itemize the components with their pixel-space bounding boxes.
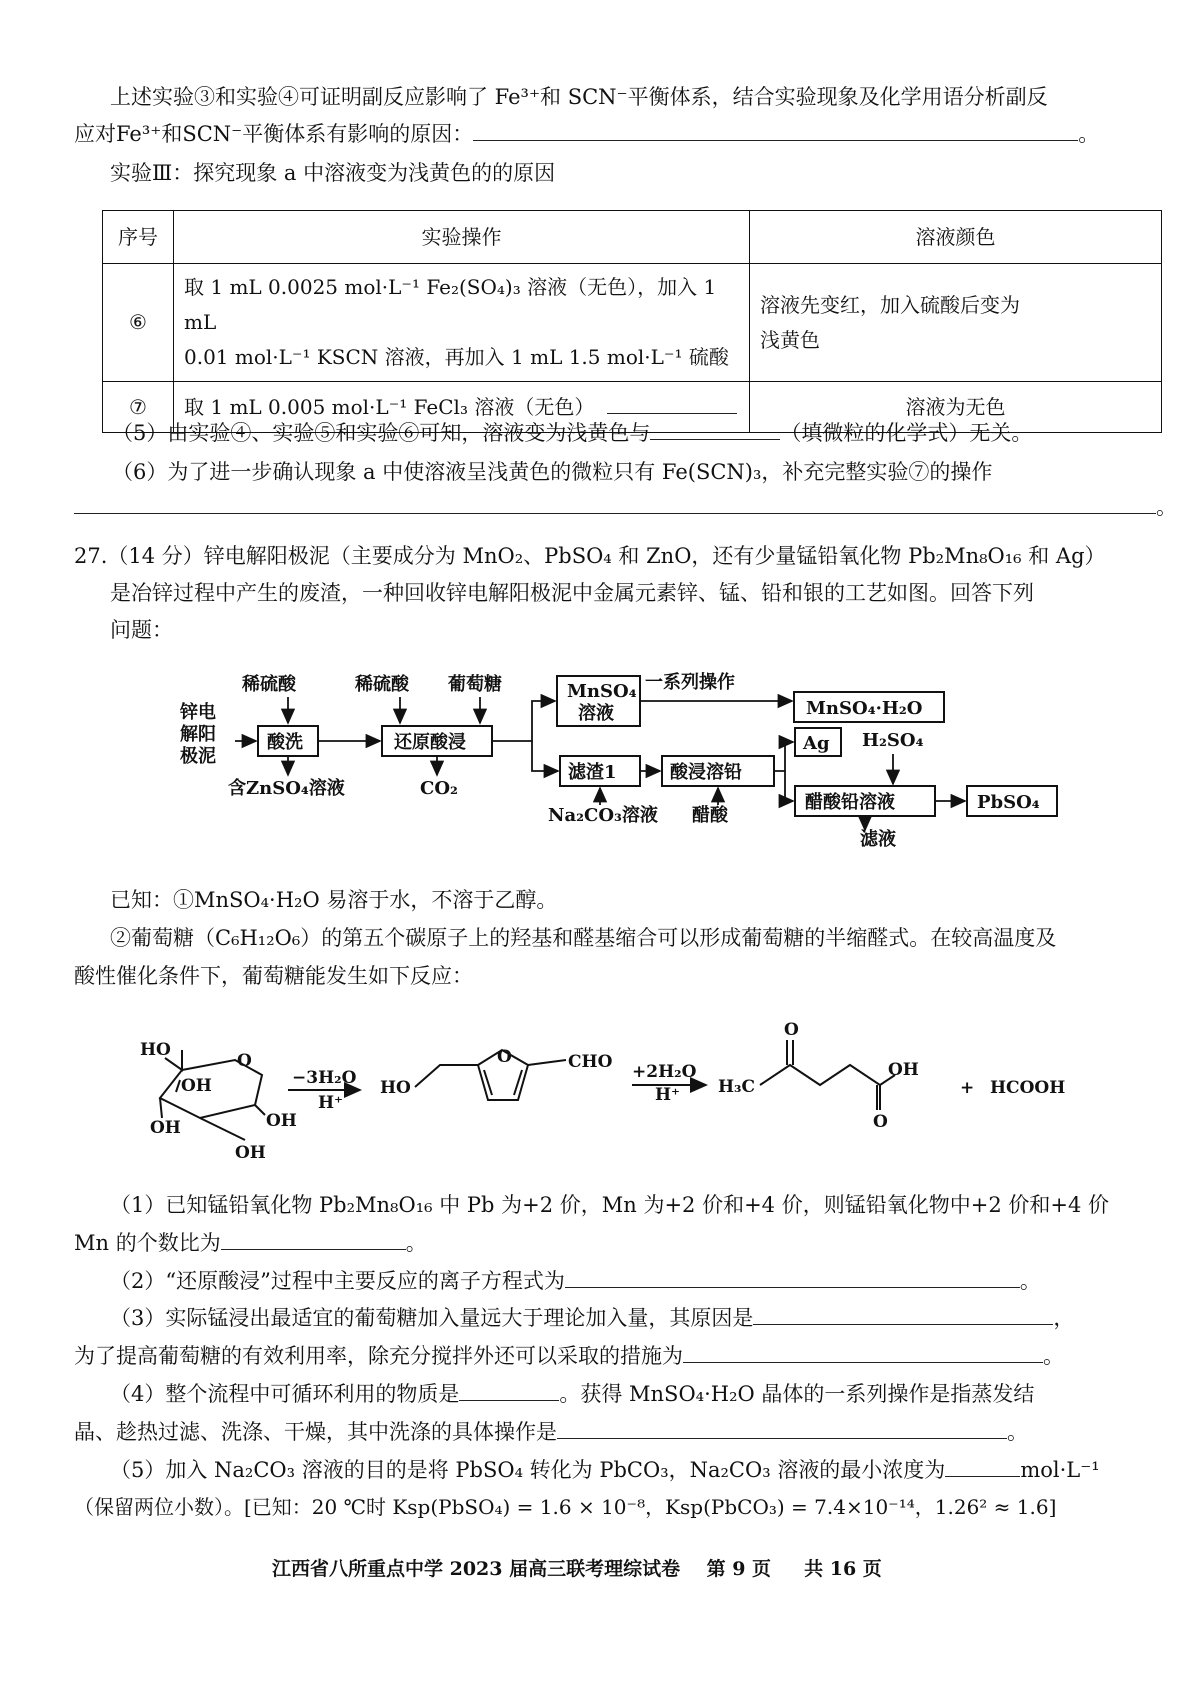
q2-text: （2）“还原酸浸”过程中主要反应的离子方程式为 — [110, 1269, 565, 1293]
q4-line-b — [74, 1419, 1028, 1446]
q27-line-1: 27.（14 分）锌电解阳极泥（主要成分为 MnO₂、PbSO₄ 和 ZnO，还有少量锰铅氧化物 Pb₂Mn₈O₁₆ 和 Ag） — [74, 544, 1106, 568]
q1-text: Mn 的个数比为 — [74, 1231, 221, 1255]
known-2b: 酸性催化条件下，葡萄糖能发生如下反应： — [74, 964, 473, 988]
condition-2-label: H⁺ — [655, 1085, 681, 1105]
cho-label: CHO — [568, 1052, 613, 1072]
condition-2-label: +2H₂O — [632, 1062, 697, 1082]
znso4-output-label: 含ZnSO₄溶液 — [228, 778, 345, 799]
pbso4-label: PbSO₄ — [977, 792, 1040, 813]
header-color: 溶液颜色 — [750, 211, 1162, 264]
oh-label: OH — [266, 1111, 297, 1131]
q1-line-b — [74, 1230, 427, 1257]
acid-wash-label: 酸洗 — [267, 732, 303, 753]
q5b-line-b: （保留两位小数）。[已知：20 ℃时 Ksp(PbSO₄) = 1.6 × 10⁻⁸，Ksp(PbCO₃) = 7.4×10⁻¹⁴，1.26² ≈ 1.6] — [74, 1495, 1057, 1519]
period: 。 — [1078, 122, 1100, 146]
furan-oxygen-label: O — [497, 1047, 512, 1067]
levulinic-acid-chain — [760, 1065, 880, 1110]
reductive-leach-label: 还原酸浸 — [394, 732, 466, 753]
row-op-line: 0.01 mol·L⁻¹ KSCN 溶液，再加入 1 mL 1.5 mol·L⁻¹ 硫酸 — [184, 345, 729, 369]
co2-label: CO₂ — [420, 778, 458, 799]
answer-blank-q4b[interactable] — [557, 1420, 1007, 1439]
feed-label: 极泥 — [180, 746, 216, 767]
comma: ， — [1053, 1306, 1075, 1330]
feed-label: 解阳 — [180, 724, 216, 745]
answer-blank-q3a[interactable] — [753, 1306, 1053, 1325]
exp3-title: 实验Ⅲ：探究现象 a 中溶液变为浅黄色的的原因 — [110, 161, 556, 185]
known-2a: ②葡萄糖（C₆H₁₂O₆）的第五个碳原子上的羟基和醛基缩合可以形成葡萄糖的半缩醛式。在较高温度及 — [110, 926, 1057, 950]
row-color-line: 浅黄色 — [760, 327, 820, 352]
oh-label: OH — [150, 1118, 181, 1138]
header-op: 实验操作 — [174, 211, 750, 264]
row-color: 溶液为无色 — [750, 382, 1162, 433]
q3-text: （3）实际锰浸出最适宜的葡萄糖加入量远大于理论加入量，其原因是 — [110, 1306, 754, 1330]
q5b-text: （5）加入 Na₂CO₃ 溶液的目的是将 PbSO₄ 转化为 PbCO₃，Na₂CO₃ 溶液的最小浓度为 — [110, 1458, 946, 1482]
acid-leach-pb-label: 酸浸溶铅 — [670, 762, 742, 783]
dilute-acid-label: 稀硫酸 — [355, 674, 409, 695]
dilute-acid-label: 稀硫酸 — [242, 674, 296, 695]
hydroxymethyl-bond — [415, 1065, 478, 1087]
q3-line-a — [110, 1305, 1074, 1332]
q27-line-3: 问题： — [110, 618, 173, 642]
row-no: ⑦ — [103, 382, 174, 433]
keto-oxygen-label: O — [784, 1020, 799, 1040]
period: 。 — [1007, 1420, 1028, 1444]
q3-line-b — [74, 1343, 1064, 1370]
feed-label: 锌电 — [180, 702, 216, 723]
plus-sign: + — [960, 1078, 975, 1098]
q4-text: 晶、趁热过滤、洗涤、干燥，其中洗涤的具体操作是 — [74, 1420, 557, 1444]
header-no: 序号 — [103, 211, 174, 264]
known-1: 已知：①MnSO₄·H₂O 易溶于水，不溶于乙醇。 — [110, 888, 558, 912]
acid-oxygen-label: O — [873, 1112, 888, 1132]
q4-line-a — [110, 1381, 1034, 1408]
condition-1-label: −3H₂O — [292, 1068, 357, 1088]
q4-text: （4）整个流程中可循环利用的物质是 — [110, 1382, 460, 1406]
answer-blank-q1[interactable] — [221, 1231, 406, 1250]
mnso4-solution-label: MnSO₄ — [567, 681, 637, 702]
filtrate-label: 滤液 — [860, 829, 896, 850]
condition-1-label: H⁺ — [318, 1093, 344, 1113]
row-no: ⑥ — [103, 264, 174, 382]
mnso4-solution-label: 溶液 — [578, 703, 614, 724]
answer-blank-q4a[interactable] — [459, 1382, 559, 1401]
oh-label: OH — [235, 1143, 266, 1163]
ag-label: Ag — [803, 733, 830, 754]
answer-blank-q2[interactable] — [565, 1269, 1020, 1288]
oh-label: OH — [181, 1076, 212, 1096]
period: 。 — [1019, 1269, 1041, 1293]
na2co3-label: Na₂CO₃溶液 — [548, 805, 658, 826]
period: 。 — [1043, 1344, 1064, 1368]
footer-page: 第 9 页 — [706, 1558, 772, 1580]
q3-text: 为了提高葡萄糖的有效利用率，除充分搅拌外还可以采取的措施为 — [74, 1344, 683, 1368]
footer-school: 江西省八所重点中学 2023 届高三联考理综试卷 — [272, 1558, 681, 1580]
q2-line — [110, 1268, 1041, 1295]
h3c-label: H₃C — [718, 1077, 756, 1097]
row-color-line: 溶液先变红，加入硫酸后变为 — [760, 292, 1020, 317]
ho-label: HO — [380, 1078, 411, 1098]
q5-text-end: （填微粒的化学式）无关。 — [780, 421, 1033, 445]
q1-line-a: （1）已知锰铅氧化物 Pb₂Mn₈O₁₆ 中 Pb 为+2 价，Mn 为+2 价和+4 价，则锰铅氧化物中+2 价和+4 价 — [110, 1193, 1109, 1217]
q6-line: （6）为了进一步确认现象 a 中使溶液呈浅黄色的微粒只有 Fe(SCN)₃，补充完整实验⑦的操作 — [112, 460, 993, 484]
page-footer — [272, 1557, 882, 1582]
q5b-line-a — [110, 1457, 1100, 1484]
acid-oh-label: OH — [888, 1060, 919, 1080]
para-line-2-text: 应对Fe³⁺和SCN⁻平衡体系有影响的原因： — [74, 122, 474, 146]
glucose-label: 葡萄糖 — [448, 674, 502, 695]
row-op-line: 取 1 mL 0.005 mol·L⁻¹ FeCl₃ 溶液（无色） — [184, 394, 595, 419]
acetic-acid-label: 醋酸 — [692, 805, 728, 826]
ring-oxygen-label: O — [237, 1051, 252, 1071]
period: 。 — [1156, 495, 1177, 519]
lead-acetate-label: 醋酸铅溶液 — [805, 792, 895, 813]
q4-text: 。获得 MnSO₄·H₂O 晶体的一系列操作是指蒸发结 — [559, 1382, 1035, 1406]
hcooh-label: HCOOH — [990, 1078, 1066, 1098]
q27-line-2: 是冶锌过程中产生的废渣，一种回收锌电解阳极泥中金属元素锌、锰、铅和银的工艺如图。回答下列 — [110, 581, 1034, 605]
mnso4-h2o-label: MnSO₄·H₂O — [806, 698, 923, 719]
series-ops-label: 一系列操作 — [645, 672, 735, 693]
unit: mol·L⁻¹ — [1020, 1458, 1100, 1482]
answer-blank-q3b[interactable] — [683, 1344, 1043, 1363]
footer-total: 共 16 页 — [804, 1558, 882, 1580]
residue-label: 滤渣1 — [568, 762, 617, 783]
ho-label: HO — [140, 1040, 171, 1060]
q5-text: （5）由实验④、实验⑤和实验⑥可知，溶液变为浅黄色与 — [112, 421, 651, 445]
h2so4-label: H₂SO₄ — [862, 730, 924, 751]
answer-blank-q5b[interactable] — [945, 1458, 1020, 1477]
period: 。 — [405, 1231, 427, 1255]
para-line-1: 上述实验③和实验④可证明副反应影响了 Fe³⁺和 SCN⁻平衡体系，结合实验现象及化学用语分析副反 — [110, 85, 1048, 109]
row-op-line: 取 1 mL 0.0025 mol·L⁻¹ Fe₂(SO₄)₃ 溶液（无色），加入 1 mL — [184, 275, 717, 334]
